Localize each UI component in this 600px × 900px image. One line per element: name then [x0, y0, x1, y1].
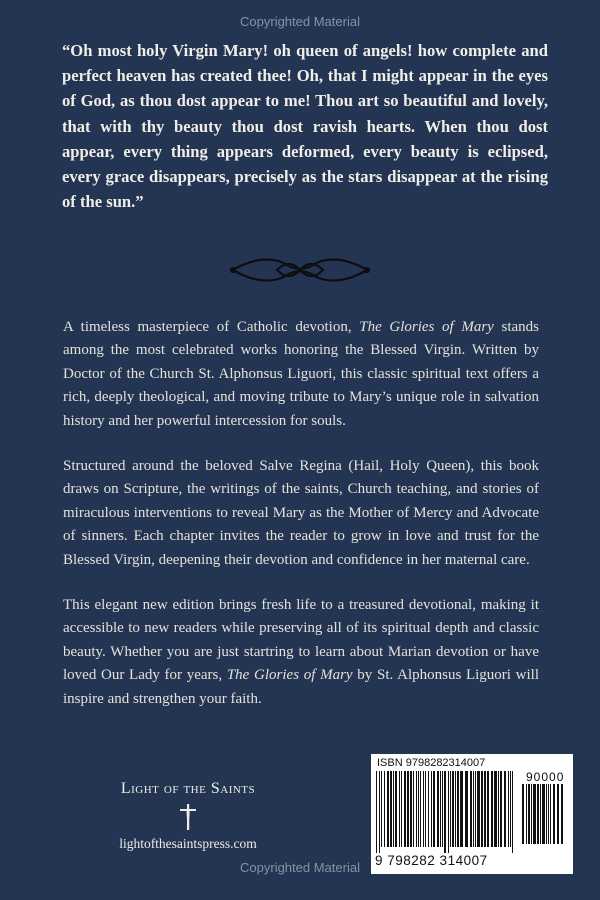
- ean-digits: 9 798282 314007: [375, 853, 488, 868]
- description-paragraph-3: This elegant new edition brings fresh life to a treasured devotional, making it accessible to new readers while preserving all of its spiritual depth and classic beauty. Whether you are just startring to learn about Marian devotion or have loved Our Lady for years, The Glories of Mary by St. Alphonsus Liguori will inspire and strengthen your faith.: [63, 597, 539, 707]
- ean-barcode-bars: [375, 771, 517, 853]
- publisher-url: lightofthesaintspress.com: [119, 836, 257, 851]
- publisher-name: Light of the Saints: [120, 780, 256, 797]
- description-paragraph-1: A timeless masterpiece of Catholic devotion, The Glories of Mary stands among the most celebrated works honoring the Blessed Virgin. Written by Doctor of the Church St. Alphonsus Liguori, this classic spiritual text offers a rich, deeply theological, and moving tribute to Mary’s unique role in salvation history and her powerful intercession for souls.: [63, 319, 539, 429]
- isbn-label: ISBN 9798282314007: [377, 757, 486, 769]
- crucifix-icon: [179, 804, 197, 830]
- watermark-top: Copyrighted Material: [240, 14, 360, 29]
- book-description: [63, 316, 539, 733]
- watermark-bottom: Copyrighted Material: [240, 860, 360, 875]
- description-paragraph-2: Structured around the beloved Salve Regina (Hail, Holy Queen), this book draws on Scripture, the writings of the saints, Church teaching, and stories of miraculous interventions to reveal Mary as the Mother of Mercy and Advocate of sinners. Each chapter invites the reader to grow in love and trust for the Blessed Virgin, deepening their devotion and confidence in her maternal care.: [63, 458, 539, 568]
- flourish-ornament-icon: [225, 253, 375, 287]
- addon-barcode-bars: [521, 784, 567, 850]
- price-code: 90000: [526, 770, 565, 784]
- featured-quote: “Oh most holy Virgin Mary! oh queen of angels! how complete and perfect heaven has created thee! Oh, that I might appear in the eyes of God, as thou dost appear to me! Thou art so beautiful and lovely, that with thy beauty thou dost ravish hearts. When thou dost appear, every thing appears deformed, every beauty is eclipsed, every grace disappears, precisely as the stars disappear at the rising of the sun.”: [62, 41, 548, 212]
- isbn-barcode: [371, 754, 573, 874]
- publisher-block: [100, 780, 276, 852]
